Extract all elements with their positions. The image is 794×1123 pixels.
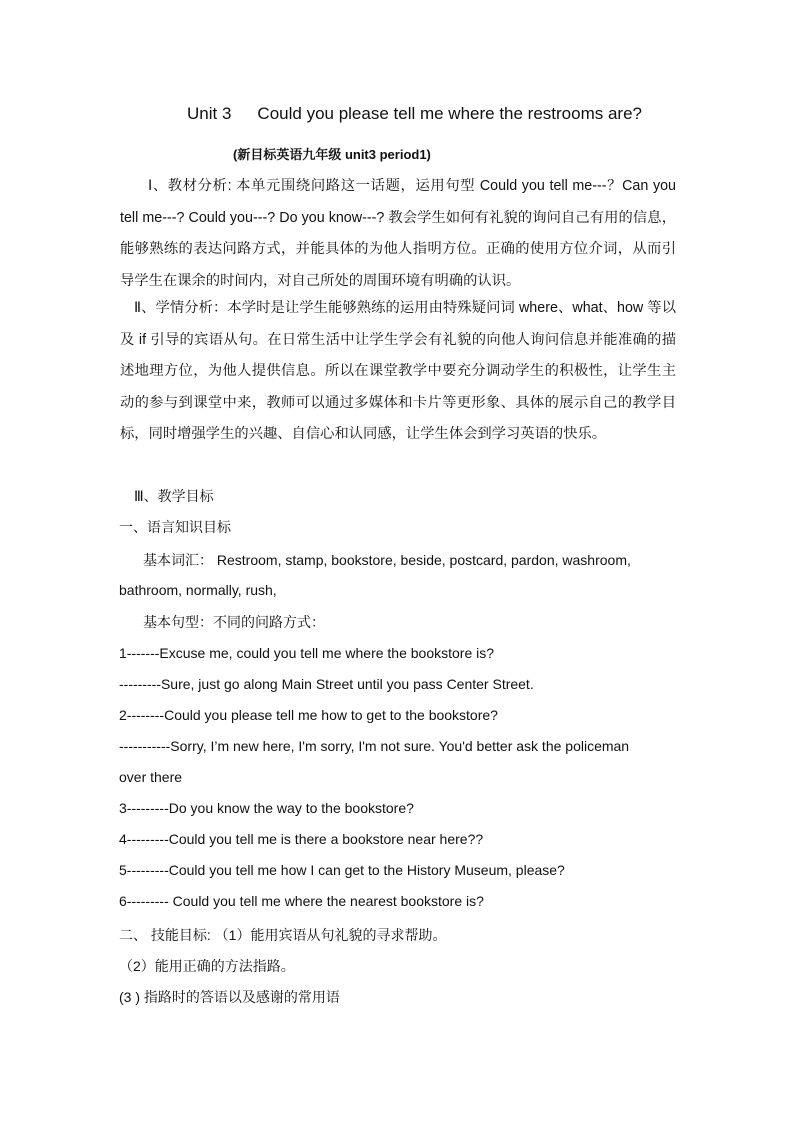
dialog-line: 4---------Could you tell me is there a bookstore near here?? bbox=[119, 831, 484, 847]
dialog-line: -----------Sorry, I’m new here, I'm sorry, I'm not sure. You'd better ask the policeman bbox=[119, 738, 630, 754]
goal-language-knowledge: 一、语言知识目标 bbox=[119, 519, 231, 535]
unit-question: Could you please tell me where the restrooms are? bbox=[257, 104, 643, 123]
patterns-heading: 基本句型：不同的问路方式： bbox=[143, 614, 325, 630]
goal-skills: 二、 技能目标: （1）能用宾语从句礼貌的寻求帮助。 bbox=[119, 927, 447, 943]
vocab-line-2: bathroom, normally, rush, bbox=[119, 582, 277, 598]
dialog-line: over there bbox=[119, 769, 183, 785]
dialog-line: 5---------Could you tell me how I can get to the History Museum, please? bbox=[119, 862, 565, 878]
vocab-line-1: 基本词汇： Restroom, stamp, bookstore, beside, postcard, pardon, washroom, bbox=[143, 552, 631, 568]
section-student-analysis: Ⅱ、学情分析：本学时是让学生能够熟练的运用由特殊疑问词 where、what、how 等以及 if 引导的宾语从句。在日常生活中让学生学会有礼貌的向他人询问信息并能准确的描述地理方位，为他人提供信息。所以在课堂教学中要充分调动学生的积极性，让学生主动的参与到课堂中来，教师可以通过多媒体和卡片等更形象、具体的展示自己的教学目标，同时增强学生的兴趣、自信心和认同感，让学生体会到学习英语的快乐。 bbox=[120, 300, 676, 442]
dialog-line: ---------Sure, just go along Main Street until you pass Center Street. bbox=[119, 676, 534, 692]
section-textbook-analysis: Ⅰ、教材分析: 本单元围绕问路这一话题，运用句型 Could you tell me---？Can you tell me---? Could you---? Do you know---? 教会学生如何有礼貌的询问自己有用的信息，能够熟练的表达问路方式，并能具体的为他人指明方位。正确的使用方位介词，从而引导学生在课余的时间内，对自己所处的周围环境有明确的认识。 bbox=[120, 178, 676, 289]
goal-skills-item-3: (3 ) 指路时的答语以及感谢的常用语 bbox=[119, 989, 340, 1005]
dialog-line: 3---------Do you know the way to the bookstore? bbox=[119, 800, 414, 816]
dialog-line: 6--------- Could you tell me where the nearest bookstore is? bbox=[119, 893, 484, 909]
goal-skills-item-2: （2）能用正确的方法指路。 bbox=[119, 958, 295, 974]
section-teaching-goals: Ⅲ、教学目标 bbox=[134, 488, 214, 504]
document-subtitle: (新目标英语九年级 unit3 period1) bbox=[233, 147, 431, 162]
unit-label: Unit 3 bbox=[187, 104, 232, 123]
dialog-line: 2--------Could you please tell me how to get to the bookstore? bbox=[119, 707, 498, 723]
dialog-line: 1-------Excuse me, could you tell me where the bookstore is? bbox=[119, 645, 495, 661]
document-title bbox=[187, 104, 642, 124]
